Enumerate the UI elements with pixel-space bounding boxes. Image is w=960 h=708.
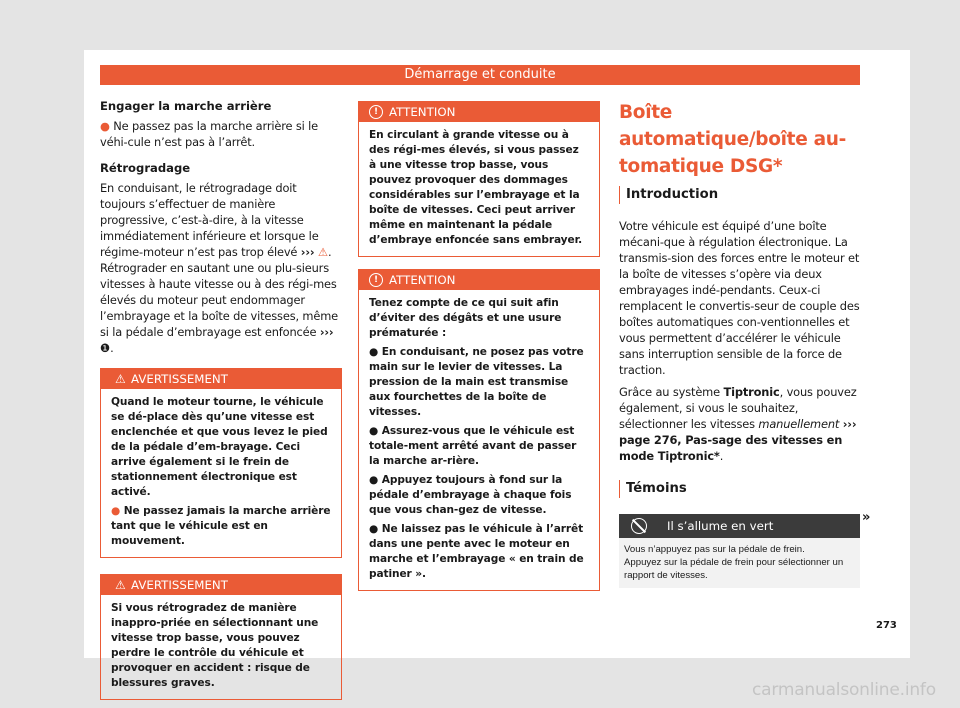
reverse-gear-bullet: ● Ne passez pas la marche arrière si le véhi-cule n’est pas à l’arrêt.	[100, 119, 318, 149]
tiptronic-paragraph: Grâce au système Tiptronic, vous pouvez également, si vous le souhaitez, sélectionner les vitesses manuellement ››› page 276, Pas-sage des vitesses en mode Tiptronic*.	[619, 385, 857, 463]
attention-body: Tenez compte de ce qui suit afin d’éviter des dégâts et une usure prématurée : ● En conduisant, ne posez pas votre main sur le levier de vitesses. La pression de la main est transmise aux fourchettes de la boîte de vitesses. ● Assurez-vous que le véhicule est totale-ment arrêté avant de passer la marche ar-rière. ● Appuyez toujours à fond sur la pédale d’embrayage à chaque fois que vous chan-gez de vitesse. ● Ne laissez pas le véhicule à l’arrêt dans une pente avec le moteur en marche et l’embrayage « en train de patiner ».	[359, 290, 599, 590]
list-item: ● Ne laissez pas le véhicule à l’arrêt dans une pente avec le moteur en marche et l’embrayage « en train de patiner ».	[369, 523, 584, 580]
chapter-header: Démarrage et conduite	[100, 65, 860, 85]
warning-body: Si vous rétrogradez de manière inappro-priée en sélectionnant une vitesse trop basse, vous pouvez perdre le contrôle du véhicule et provoquer en accident : risque de blessures graves.	[111, 602, 319, 689]
cross-reference-link[interactable]: ›››	[319, 325, 334, 339]
list-item: ● Assurez-vous que le véhicule est totale-ment arrêté avant de passer la marche ar-rière.	[369, 425, 577, 467]
downshift-paragraph: En conduisant, le rétrogradage doit toujours s’effectuer de manière progressive, c’est-à-dire, à la vitesse immédiatement inférieure et lorsque le régime-moteur n’est pas trop élevé ››› ⚠. Rétrograder en sautant une ou plu-sieurs vitesses à haute vitesse ou à des régi-mes élevés du moteur peut endommager l’embrayage et la boîte de vitesses, même si la pédale d’embrayage est enfoncée ››› ❶.	[100, 181, 339, 355]
indicator-box	[619, 514, 860, 588]
list-item: ● Appuyez toujours à fond sur la pédale d’embrayage à chaque fois que vous chan-gez de vitesse.	[369, 474, 572, 516]
heading-downshift: Rétrogradage	[100, 161, 191, 175]
subsection-introduction: Introduction	[619, 186, 860, 204]
warning-triangle-icon: ⚠	[115, 372, 126, 386]
indicator-header: Il s’allume en vert	[619, 514, 860, 538]
attention-box	[358, 269, 600, 591]
continue-arrow-icon: »	[862, 510, 871, 525]
warning-triangle-icon: ⚠	[317, 245, 328, 259]
attention-header: ! ATTENTION	[359, 270, 599, 290]
page-number: 273	[876, 620, 897, 631]
attention-body: En circulant à grande vitesse ou à des régi-mes élevés, si vous passez à une vitesse trop basse, vous pouvez provoquer des dommages considérables sur l’embrayage et la boîte de vitesses. Ceci peut arriver même en maintenant la pédale d’embraye enfoncée sans embrayer.	[369, 129, 583, 246]
brake-pedal-icon	[631, 518, 647, 534]
list-item: ● En conduisant, ne posez pas votre main sur le levier de vitesses. La pression de la main est transmise aux fourchettes de la boîte de vitesses.	[369, 346, 584, 418]
warning-header: ⚠ AVERTISSEMENT	[101, 575, 341, 595]
column-right	[619, 99, 860, 588]
warning-body: Quand le moteur tourne, le véhicule se dé-place dès qu’une vitesse est enclenchée et que vous levez le pied de la pédale d’em-brayage. Ceci arrive également si le frein de stationnement électronique est activé. ● Ne passez jamais la marche arrière tant que le véhicule est en mouvement.	[111, 396, 331, 547]
cross-reference-link[interactable]: ›››	[300, 245, 315, 259]
heading-reverse-gear: Engager la marche arrière	[100, 99, 272, 113]
subsection-indicators: Témoins	[619, 480, 860, 498]
watermark: carmanualsonline.info	[752, 680, 936, 700]
column-left	[100, 98, 342, 700]
page-reference-link[interactable]: ››› page 276, Pas-sage des vitesses en mode Tiptronic*	[619, 417, 857, 463]
section-title: Boîte automatique/boîte au-tomatique DSG*	[619, 102, 847, 177]
warning-header: ⚠ AVERTISSEMENT	[101, 369, 341, 389]
warning-box	[100, 574, 342, 700]
intro-paragraph: Votre véhicule est équipé d’une boîte mécani-que à régulation électronique. La transmis-sion des forces entre le moteur et la boîte de vitesses s’opère via deux embrayages indé-pendants. Ceux-ci remplacent le convertis-seur de couple des boîtes automatiques con-ventionnelles et vous permettent d’accélérer le véhicule sans interruption sensible de la force de traction.	[619, 219, 860, 377]
attention-box	[358, 101, 600, 257]
warning-triangle-icon: ⚠	[115, 578, 126, 592]
column-middle	[358, 101, 600, 591]
warning-box	[100, 368, 342, 558]
attention-header: ! ATTENTION	[359, 102, 599, 122]
info-circle-icon: ❶	[100, 341, 111, 355]
bullet-icon: ●	[111, 505, 124, 517]
indicator-body: Vous n’appuyez pas sur la pédale de frein. Appuyez sur la pédale de frein pour sélectionner un rapport de vitesses.	[624, 544, 844, 581]
exclamation-circle-icon: !	[369, 273, 383, 287]
bullet-icon: ●	[100, 119, 114, 133]
exclamation-circle-icon: !	[369, 105, 383, 119]
